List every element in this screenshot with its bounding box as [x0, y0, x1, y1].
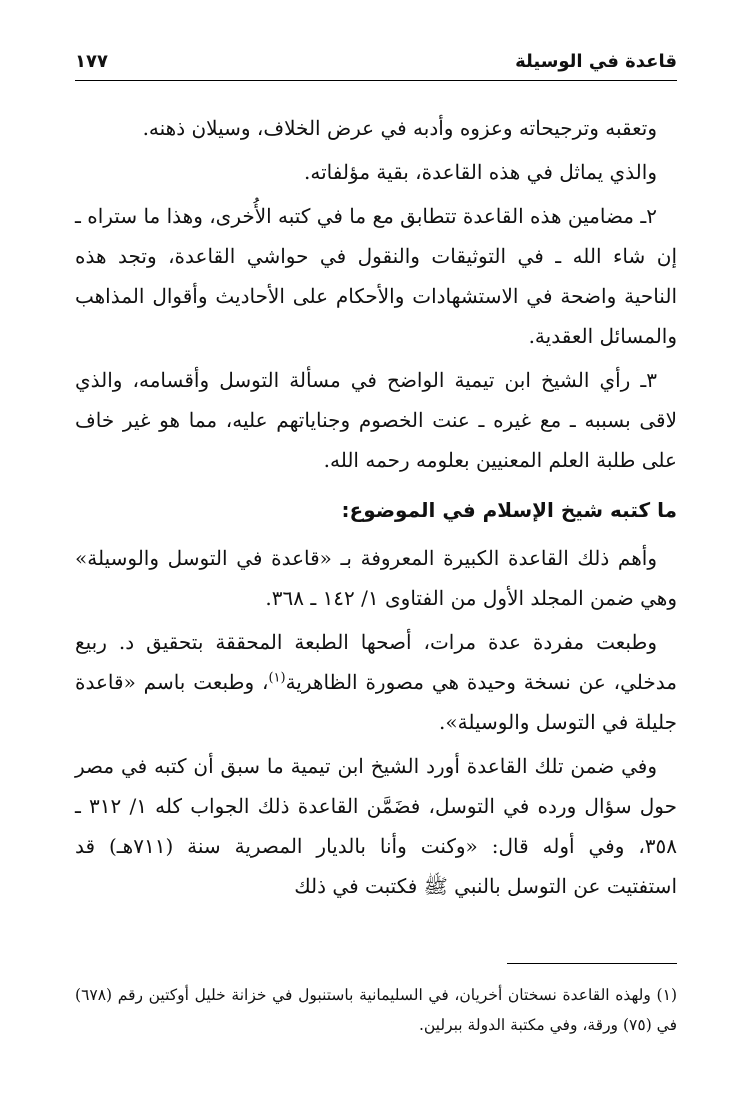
paragraph: [75, 622, 677, 742]
header-rule: [75, 80, 677, 81]
paragraph: ٢ـ مضامين هذه القاعدة تتطابق مع ما في كتبه الأُخرى، وهذا ما ستراه ـ إن شاء الله ـ في التوثيقات والنقول في حواشي القاعدة، وتجد هذه الناحية واضحة في الاستشهادات والأحكام على الأحاديث وأقوال المذاهب والمسائل العقدية.: [75, 204, 677, 348]
footnote-rule: [507, 963, 677, 964]
running-title: قاعدة في الوسيلة: [515, 50, 677, 72]
paragraph-text: ، وطبعت باسم «قاعدة جليلة في التوسل والوسيلة».: [75, 670, 677, 734]
running-head: [75, 46, 677, 76]
paragraph: وأهم ذلك القاعدة الكبيرة المعروفة بـ «قاعدة في التوسل والوسيلة» وهي ضمن المجلد الأول من الفتاوى ١/ ١٤٢ ـ ٣٦٨.: [75, 546, 677, 610]
footnote-text: (١) ولهذه القاعدة نسختان أخريان، في السليمانية باستنبول في خزانة خليل أوكتين رقم (٦٧٨) في (٧٥) ورقة، وفي مكتبة الدولة ببرلين.: [75, 986, 677, 1034]
footnote-reference[interactable]: (١): [268, 670, 286, 686]
paragraph-text: وطبعت مفردة عدة مرات، أصحها الطبعة المحققة بتحقيق د. ربيع مدخلي، عن نسخة وحيدة هي مصورة الظاهرية: [75, 630, 677, 694]
section-heading: ما كتبه شيخ الإسلام في الموضوع:: [341, 498, 677, 522]
page-number: ١٧٧: [75, 50, 108, 72]
paragraph: ٣ـ رأي الشيخ ابن تيمية الواضح في مسألة التوسل وأقسامه، والذي لاقى بسببه ـ مع غيره ـ عنت الخصوم وجناياتهم عليه، مما هو غير خاف على طلبة العلم المعنيين بعلومه رحمه الله.: [75, 368, 677, 472]
paragraph: والذي يماثل في هذه القاعدة، بقية مؤلفاته.: [304, 160, 657, 184]
main-text: [75, 108, 677, 906]
paragraph: وفي ضمن تلك القاعدة أورد الشيخ ابن تيمية ما سبق أن كتبه في مصر حول سؤال ورده في التوسل، فضَمَّن القاعدة ذلك الجواب كله ١/ ٣١٢ ـ ٣٥٨، وفي أوله قال: «وكنت وأنا بالديار المصرية سنة (٧١١هـ) قد استفتيت عن التوسل بالنبي ﷺ فكتبت في ذلك: [75, 754, 678, 898]
paragraph: وتعقبه وترجيحاته وعزوه وأدبه في عرض الخلاف، وسيلان ذهنه.: [142, 116, 657, 140]
footnote: [75, 980, 677, 1040]
